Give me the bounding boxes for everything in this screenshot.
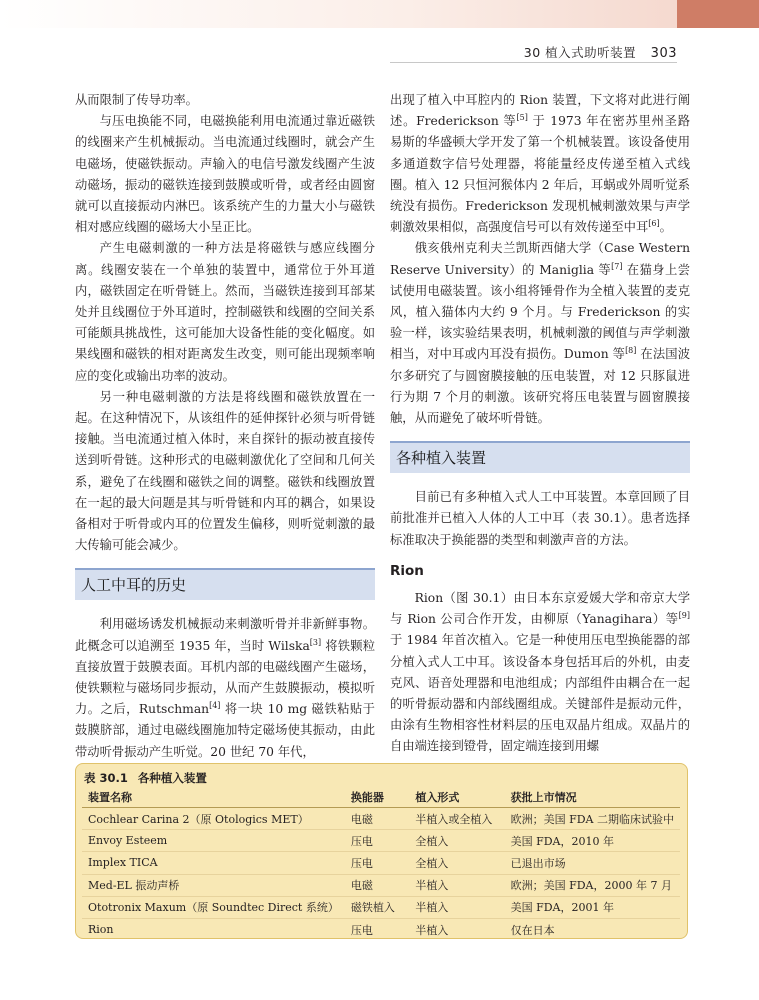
column-header: 获批上市情况: [505, 786, 680, 808]
text-run: 在法国波尔多研究了与圆窗膜接触的压电装置，对 12 只豚鼠进行为期 7 个月的刺激。该研究将压电装置与圆窗膜接触，从而避免了破坏听骨链。: [390, 347, 690, 426]
citation-link[interactable]: [3]: [309, 637, 322, 647]
table-header-row: [82, 786, 680, 808]
chapter-title: 30 植入式助听装置: [523, 45, 637, 60]
table-cell: 压电: [345, 830, 410, 852]
table-row: [82, 896, 680, 918]
section-heading: 各种植入装置: [390, 441, 690, 473]
table-cell: 美国 FDA，2001 年: [505, 896, 680, 918]
text-run: 利用磁场诱发机械振动来刺激听骨并非新鲜事物。此概念可以追溯至 1935 年，当时 Wilska: [75, 617, 375, 653]
table-caption: [84, 770, 207, 786]
table-title: 各种植入装置: [137, 771, 207, 785]
table-cell: Rion: [88, 923, 114, 937]
table-row: [82, 830, 680, 852]
text-run: 在猫身上尝试使用电磁装置。该小组将锤骨作为全植入装置的麦克风，植入猫体内大约 9 个月。与 Frederickson 的实验一样，该实验结果表明，机械刺激的阈值与声学刺激相当，对中耳或内耳没有损伤。Dumon 等: [390, 262, 690, 362]
text-run: 于 1984 年首次植入。它是一种使用压电型换能器的部分植入式人工中耳。该设备本身包括耳后的外机，由麦克风、语音处理器和电池组成；内部组件由耦合在一起的听骨振动器和内部线圈组成。关键部件是振动元件，由涂有生物相容性材料层的压电双晶片组成。双晶片的自由端连接到镫骨，固定端连接到用螺: [390, 633, 690, 754]
table-cell: 压电: [350, 923, 373, 937]
paragraph: 另一种电磁刺激的方法是将线圈和磁铁放置在一起。在这种情况下，从该组件的延伸探针必须与听骨链接触。当电流通过植入体时，来自探针的振动被直接传送到听骨链。这种形式的电磁刺激优化了空间和几何关系，避免了在线圈和磁铁之间的调整。磁铁和线圈放置在一起的最大问题是其与听骨链和内耳的耦合，如果设备相对于听骨或内耳的位置发生偏移，则听觉刺激的最大传输可能会减少。: [75, 389, 375, 553]
table-cell: 半植入: [409, 874, 504, 896]
text-run: 将一块 10 mg 磁铁粘贴于鼓膜脐部，通过电磁线圈施加特定磁场使其振动，由此带动听骨振动产生听觉。20 世纪 70 年代，: [75, 702, 375, 759]
page-number: 303: [650, 46, 677, 61]
table-cell: 美国 FDA，2010 年: [505, 830, 680, 852]
table-cell: 磁铁植入: [345, 896, 410, 918]
paragraph: [390, 238, 690, 429]
citation-link[interactable]: [7]: [611, 261, 623, 271]
citation-link[interactable]: [5]: [516, 113, 528, 123]
table-cell: 半植入: [415, 923, 449, 937]
table-cell: 半植入: [409, 896, 504, 918]
paragraph: [390, 588, 690, 758]
running-header: [524, 43, 677, 61]
column-header: 换能器: [345, 786, 410, 808]
right-column: [390, 90, 690, 758]
section-heading: 人工中耳的历史: [75, 568, 375, 600]
paragraph: 与压电换能不同，电磁换能利用电流通过靠近磁铁的线圈来产生机械振动。当电流通过线圈时，就会产生电磁场，使磁铁振动。声输入的电信号激发线圈产生波动磁场，振动的磁铁连接到鼓膜或听骨，或者经由圆窗就可以直接振动内淋巴。该系统产生的力量大小与磁铁相对感应线圈的磁场大小呈正比。: [75, 114, 375, 235]
table-cell: 欧洲；美国 FDA 二期临床试验中: [505, 808, 680, 830]
table-box: [75, 763, 688, 939]
table-row: [82, 808, 680, 830]
table-cell: Ototronix Maxum（原 Soundtec Direct 系统）: [82, 896, 345, 918]
table-row: [82, 874, 680, 896]
paragraph: 目前已有多种植入式人工中耳装置。本章回顾了目前批准并已植入人体的人工中耳（表 30.1）。患者选择标准取决于换能器的类型和刺激声音的方法。: [390, 490, 690, 547]
table-cell: 电磁: [345, 808, 410, 830]
paragraph: [390, 90, 690, 238]
page-header: [0, 0, 759, 64]
subheading: Rion: [390, 562, 424, 579]
text-run: 出现了植入中耳腔内的 Rion 装置，下文将对此进行阐述。Frederickson 等: [390, 93, 690, 129]
citation-link[interactable]: [6]: [648, 219, 660, 229]
paragraph: 产生电磁刺激的一种方法是将磁铁与感应线圈分离。线圈安装在一个单独的装置中，通常位于外耳道内，磁铁固定在听骨链上。然而，当磁铁连接到耳部某处并且线圈位于外耳道时，控制磁铁和线圈的空间关系可能颇具挑战性，这可能加大设备性能的变化幅度。如果线圈和磁铁的相对距离发生改变，则可能出现频率响应的变化或输出功率的波动。: [75, 241, 375, 383]
header-band: [0, 0, 677, 28]
table-cell: 已退出市场: [505, 852, 680, 874]
citation-link[interactable]: [8]: [625, 346, 637, 356]
text-run: 俄亥俄州克利夫兰凯斯西储大学（Case Western Reserve University）的 Maniglia 等: [390, 241, 690, 277]
table-cell: 电磁: [345, 874, 410, 896]
text-run: Rion（图 30.1）由日本东京爱媛大学和帝京大学与 Rion 公司合作开发，由柳原（Yanagihara）等: [390, 591, 690, 627]
table-row: [82, 918, 680, 940]
column-header: 植入形式: [409, 786, 504, 808]
table-number: 表 30.1: [84, 771, 128, 785]
table-row: [82, 852, 680, 874]
table-cell: 欧洲；美国 FDA，2000 年 7 月: [505, 874, 680, 896]
paragraph: [75, 614, 375, 762]
citation-link[interactable]: [4]: [209, 701, 221, 711]
table-cell: Med-EL 振动声桥: [82, 874, 345, 896]
text-run: 于 1973 年在密苏里州圣路易斯的华盛顿大学开发了第一个机械装置。该设备使用多通道数字信号处理器，将能量经皮传递至植入式线圈。植入 12 只恒河猴体内 2 年后，耳蜗或外周听觉系统没有损伤。Frederickson 发现机械刺激效果与声学刺激效果相似，高强度信号可以有效传递至中耳: [390, 114, 690, 235]
table-cell: Envoy Esteem: [82, 830, 345, 852]
paragraph: 从而限制了传导功率。: [75, 93, 198, 107]
citation-link[interactable]: [9]: [678, 611, 690, 621]
table-cell: Cochlear Carina 2（原 Otologics MET）: [82, 808, 345, 830]
column-header: 装置名称: [82, 786, 345, 808]
table-cell: 全植入: [409, 830, 504, 852]
text-run: 将铁颗粒直接放置于鼓膜表面。耳机内部的电磁线圈产生磁场，使铁颗粒与磁场同步振动，从而产生鼓膜振动，模拟听力。之后，Rutschman: [75, 638, 375, 717]
left-column: [75, 90, 375, 763]
text-run: 。: [659, 220, 672, 235]
devices-table: [82, 786, 680, 940]
table-cell: Implex TICA: [82, 852, 345, 874]
table-cell: 压电: [345, 852, 410, 874]
table-cell: 仅在日本: [510, 923, 555, 937]
table-cell: 全植入: [409, 852, 504, 874]
table-cell: 半植入或全植入: [409, 808, 504, 830]
header-rule: [390, 62, 677, 63]
